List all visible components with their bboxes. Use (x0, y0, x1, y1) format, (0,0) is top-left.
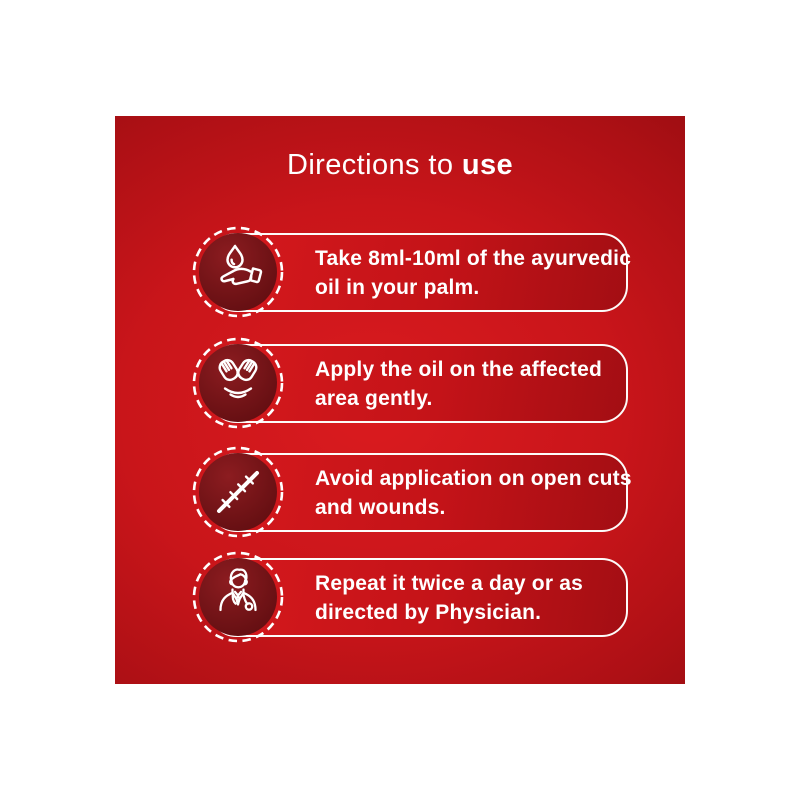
step-icon-badge (192, 551, 284, 643)
directions-panel (115, 116, 685, 684)
page-title (115, 150, 685, 182)
title-text-bold: use (461, 149, 513, 181)
step-icon-badge (192, 226, 284, 318)
massaging-hands-icon (192, 337, 284, 429)
step-icon-badge (192, 337, 284, 429)
step-row-avoid-cuts (115, 440, 685, 545)
step-icon-badge (192, 446, 284, 538)
step-text-line: Avoid application on open cuts (315, 466, 632, 490)
title-text-regular: Directions to (287, 149, 462, 181)
step-text-line: Repeat it twice a day or as (315, 571, 584, 595)
step-text-line: Take 8ml-10ml of the ayurvedic (315, 246, 632, 270)
step-text-line: oil in your palm. (315, 275, 480, 299)
step-text-line: and wounds. (315, 495, 446, 519)
stitched-wound-icon (192, 446, 284, 538)
step-row-apply-oil (115, 331, 685, 436)
step-text-line: Apply the oil on the affected (315, 357, 602, 381)
step-row-repeat-dosage (115, 545, 685, 650)
physician-icon (192, 551, 284, 643)
step-text-line: area gently. (315, 386, 433, 410)
step-text-line: directed by Physician. (315, 600, 542, 624)
oil-drop-on-palm-icon (192, 226, 284, 318)
step-row-take-oil (115, 220, 685, 325)
